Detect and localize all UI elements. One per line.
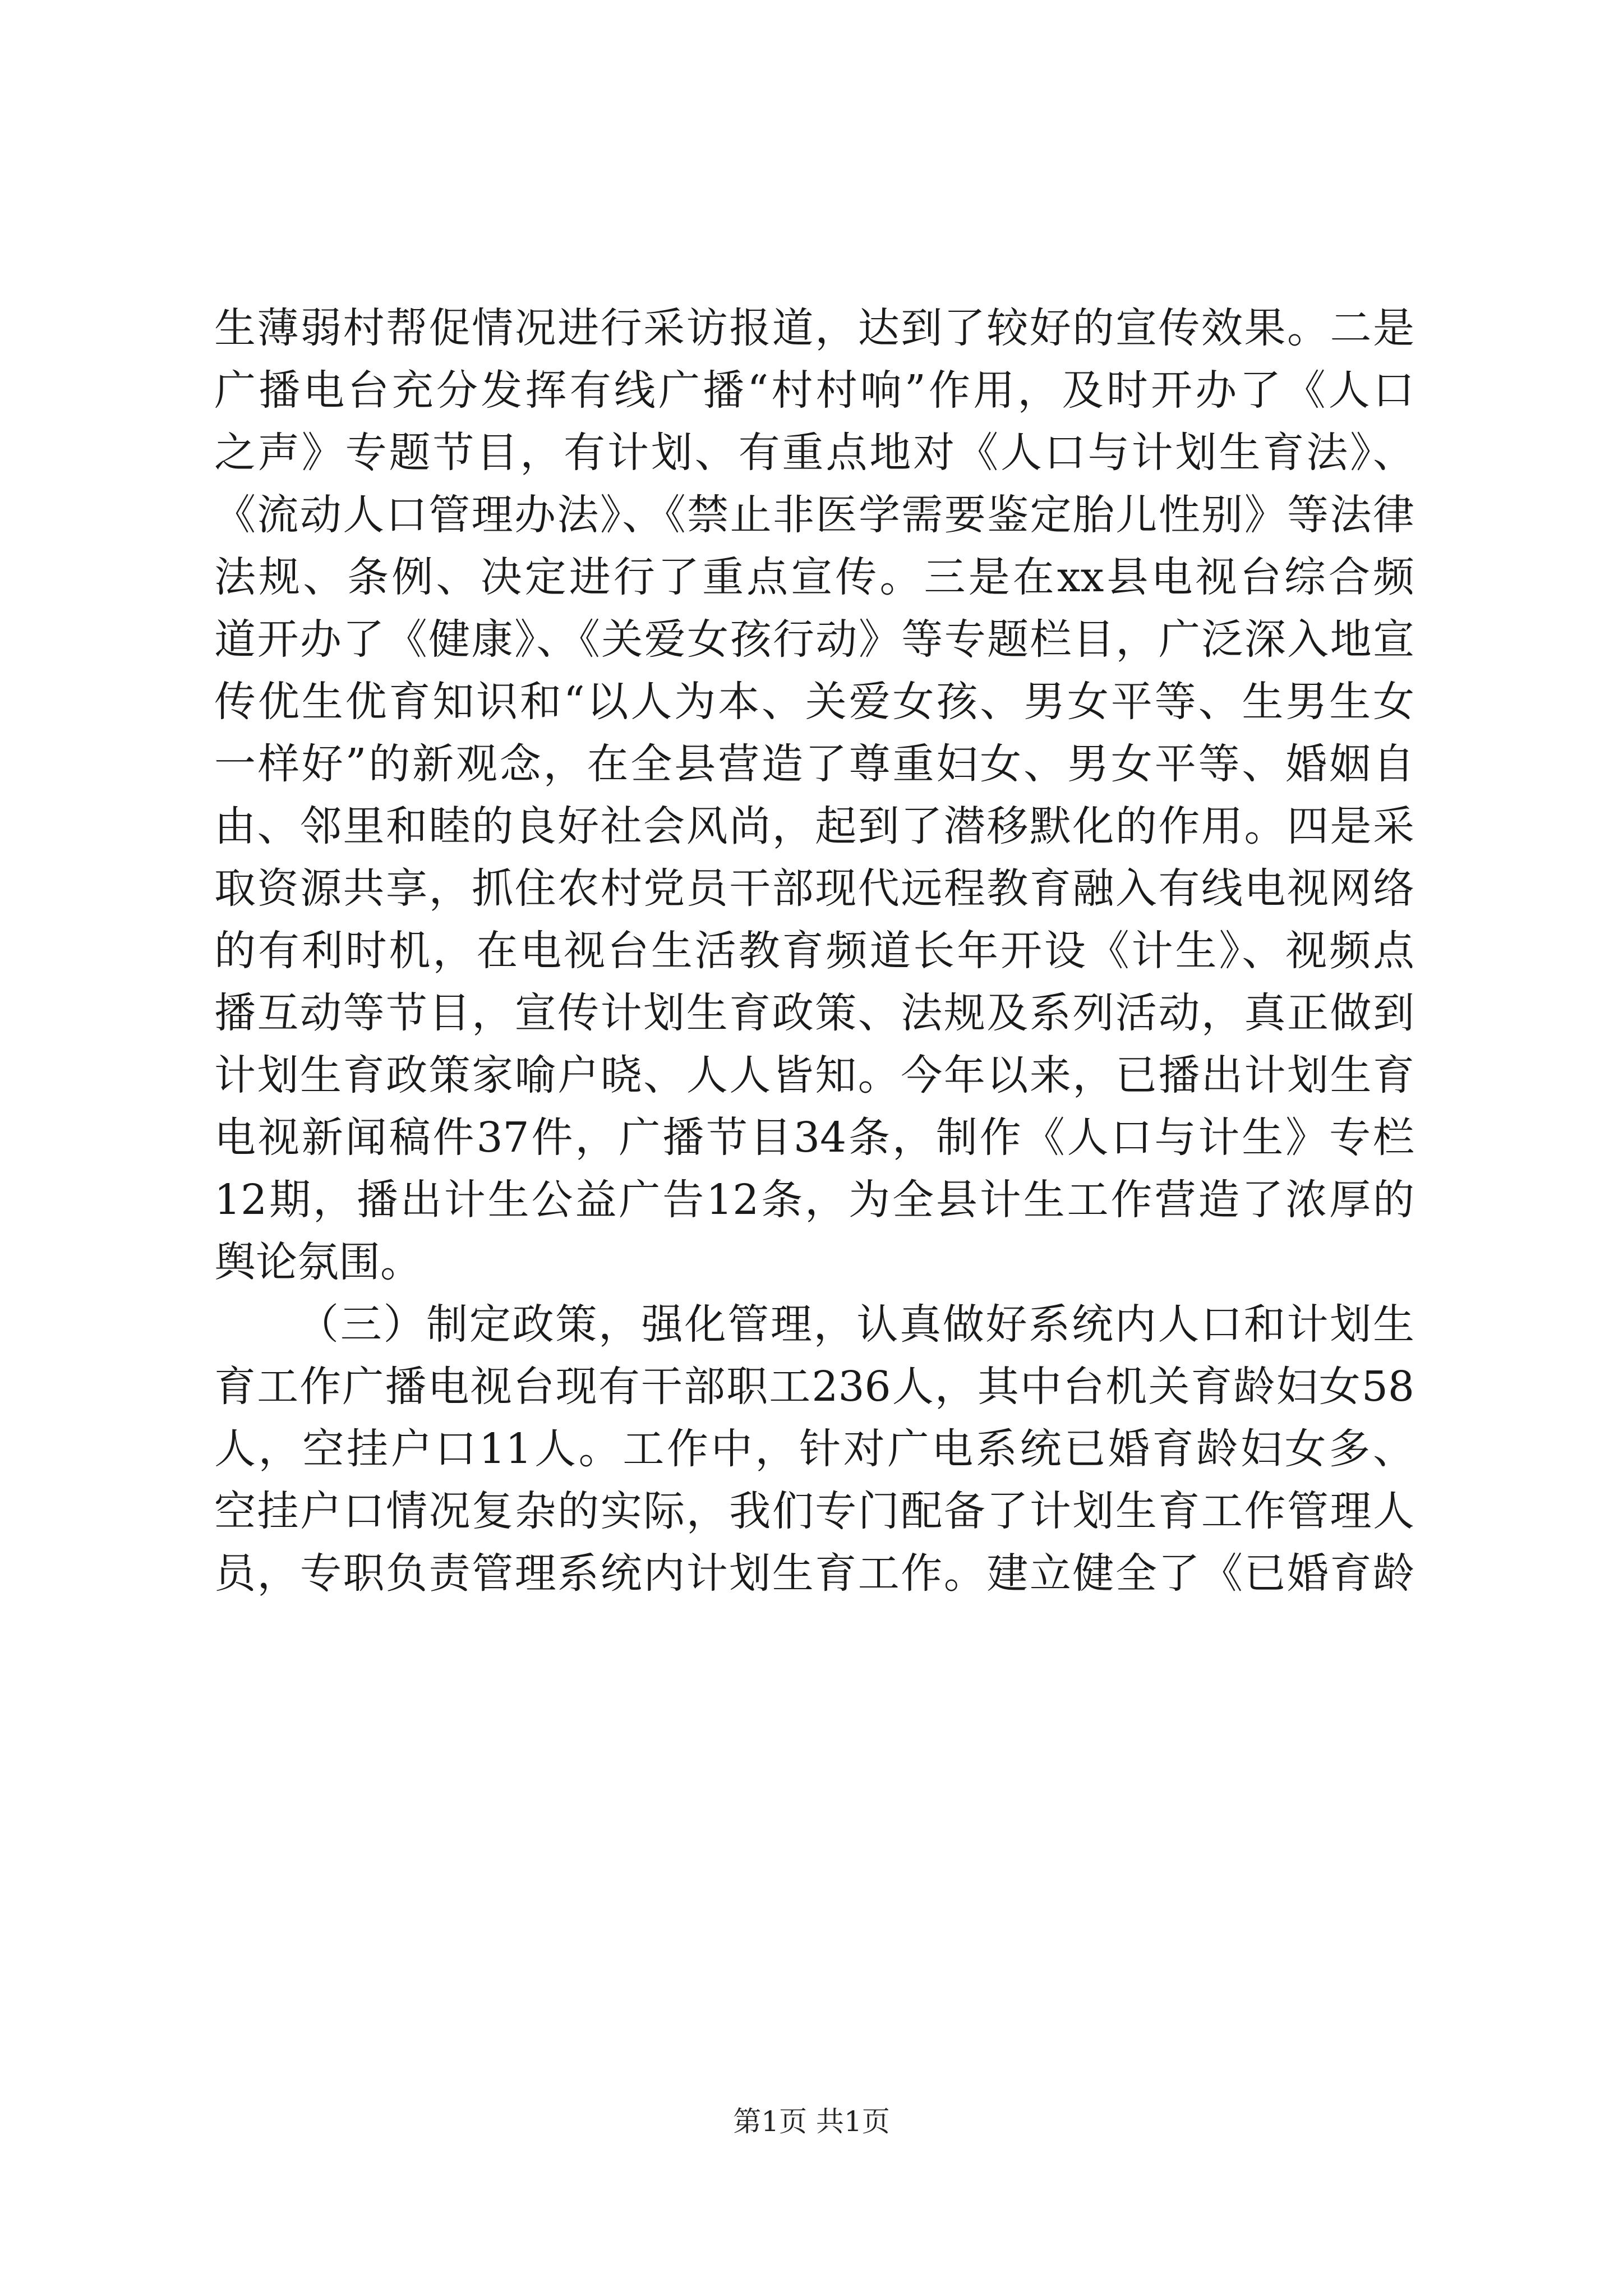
paragraph-2-line-4: 空挂户口情况复杂的实际，我们专门配备了计划生育工作管理人: [214, 1487, 1414, 1535]
paragraph-2-line-3: 人，空挂户口11人。工作中，针对广电系统已婚育龄妇女多、: [214, 1425, 1414, 1473]
paragraph-1-line-1: 生薄弱村帮促情况进行采访报道，达到了较好的宣传效果。二是: [214, 304, 1414, 352]
paragraph-1-line-6: 道开办了《健康》、《关爱女孩行动》等专题栏目，广泛深入地宣: [214, 615, 1414, 664]
paragraph-1-line-4: 《流动人口管理办法》、《禁止非医学需要鉴定胎儿性别》等法律: [214, 491, 1414, 539]
paragraph-1-line-9: 由、邻里和睦的良好社会风尚，起到了潜移默化的作用。四是采: [214, 802, 1414, 850]
paragraph-1-line-5: 法规、条例、决定进行了重点宣传。三是在xx县电视台综合频: [214, 553, 1414, 601]
paragraph-1-line-13: 计划生育政策家喻户晓、人人皆知。今年以来，已播出计划生育: [214, 1051, 1414, 1099]
page-number-footer: 第1页 共1页: [733, 2105, 890, 2138]
paragraph-1-line-3: 之声》专题节目，有计划、有重点地对《人口与计划生育法》、: [214, 429, 1414, 477]
paragraph-2-line-2: 育工作广播电视台现有干部职工236人，其中台机关育龄妇女58: [214, 1363, 1414, 1411]
paragraph-1-line-10: 取资源共享，抓住农村党员干部现代远程教育融入有线电视网络: [214, 864, 1414, 913]
paragraph-1-line-11: 的有利时机，在电视台生活教育频道长年开设《计生》、视频点: [214, 927, 1414, 975]
paragraph-2-line-5: 员，专职负责管理系统内计划生育工作。建立健全了《已婚育龄: [214, 1549, 1414, 1598]
document-body: [214, 297, 1414, 1605]
paragraph-1-line-14: 电视新闻稿件37件，广播节目34条，制作《人口与计生》专栏: [214, 1114, 1414, 1162]
paragraph-2-line-1: （三）制定政策，强化管理，认真做好系统内人口和计划生: [297, 1300, 1414, 1349]
paragraph-1-line-12: 播互动等节目，宣传计划生育政策、法规及系列活动，真正做到: [214, 989, 1414, 1037]
paragraph-1-line-16: 舆论氛围。: [214, 1238, 422, 1286]
paragraph-1-line-7: 传优生优育知识和“以人为本、关爱女孩、男女平等、生男生女: [214, 678, 1414, 726]
paragraph-1-line-8: 一样好”的新观念，在全县营造了尊重妇女、男女平等、婚姻自: [214, 740, 1414, 788]
paragraph-1-line-15: 12期，播出计生公益广告12条，为全县计生工作营造了浓厚的: [214, 1176, 1414, 1224]
paragraph-1-line-2: 广播电台充分发挥有线广播“村村响”作用，及时开办了《人口: [214, 366, 1414, 415]
